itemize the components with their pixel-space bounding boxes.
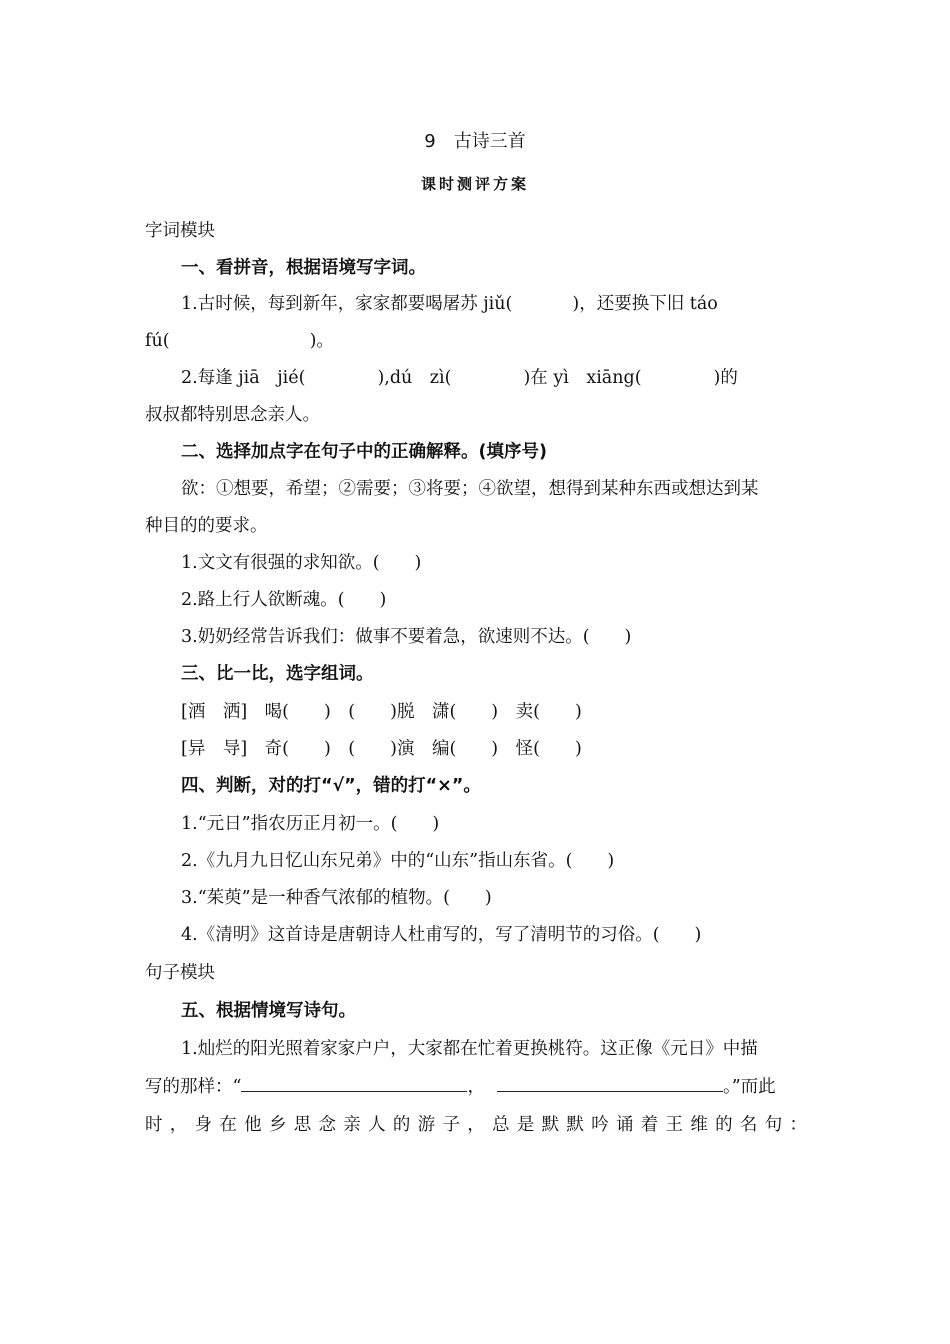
q1-item1-text-a: 1.古时候，每到新年，家家都要喝屠苏 jiǔ( — [181, 294, 513, 314]
question-1-item-1 — [181, 292, 807, 316]
question-5-line-2 — [145, 1075, 807, 1099]
question-1-item-1-cont — [145, 329, 807, 353]
question-3-row-2: [异 导] 奇( ) ( )演 编( ) 怪( ) — [181, 739, 582, 759]
question-2-definition-line-2: 种目的的要求。 — [145, 516, 268, 536]
question-5-heading: 五、根据情境写诗句。 — [181, 1001, 356, 1021]
page-subtitle: 课时测评方案 — [420, 175, 529, 193]
question-2-definition-line-1: 欲：①想要，希望；②需要；③将要；④欲望，想得到某种东西或想达到某 — [181, 479, 759, 499]
question-3-row-1: [酒 洒] 喝( ) ( )脱 潇( ) 卖( ) — [181, 702, 582, 722]
question-4-item-3: 3.“茱萸”是一种香气浓郁的植物。( ) — [181, 888, 492, 908]
question-1-item-2 — [181, 366, 807, 390]
q1-item1-text-b: )，还要换下旧 táo — [572, 294, 718, 314]
q5-line2-text-c: 。”而此 — [722, 1077, 776, 1097]
section-heading-word-module: 字词模块 — [145, 221, 215, 241]
question-1-heading: 一、看拼音，根据语境写字词。 — [181, 258, 426, 278]
page-title: 9 古诗三首 — [424, 131, 526, 152]
question-3-heading: 三、比一比，选字组词。 — [181, 664, 374, 684]
question-4-item-1: 1.“元日”指农历正月初一。( ) — [181, 814, 440, 834]
question-4-heading: 四、判断，对的打“√”，错的打“×”。 — [181, 776, 481, 796]
question-1-item-2-cont: 叔叔都特别思念亲人。 — [145, 405, 320, 425]
question-2-item-1: 1.文文有很强的求知欲。( ) — [181, 553, 422, 573]
question-5-line-3: 时，身在他乡思念亲人的游子，总是默默吟诵着王维的名句： — [145, 1115, 807, 1135]
question-4-item-2: 2.《九月九日忆山东兄弟》中的“山东”指山东省。( ) — [181, 851, 615, 871]
q5-line2-text-b: ， — [467, 1077, 485, 1097]
answer-underline[interactable] — [497, 1075, 723, 1092]
q1-item2-text-a: 2.每逢 jiā jié( — [181, 368, 306, 388]
q1-item1-text-c: fú( — [145, 331, 170, 351]
question-2-item-2: 2.路上行人欲断魂。( ) — [181, 590, 387, 610]
question-5-line-1: 1.灿烂的阳光照着家家户户，大家都在忙着更换桃符。这正像《元日》中描 — [181, 1039, 758, 1059]
q1-item2-text-c: )在 yì xiāng( — [523, 368, 642, 388]
q5-line2-text-a: 写的那样：“ — [145, 1077, 242, 1097]
q1-item2-text-d: )的 — [713, 368, 738, 388]
q1-item1-text-d: )。 — [309, 331, 334, 351]
q1-item2-text-b: ),dú zì( — [377, 368, 452, 388]
section-heading-sentence-module: 句子模块 — [145, 963, 215, 983]
question-2-heading: 二、选择加点字在句子中的正确解释。(填序号) — [181, 442, 547, 462]
answer-underline[interactable] — [241, 1075, 467, 1092]
question-2-item-3: 3.奶奶经常告诉我们：做事不要着急，欲速则不达。( ) — [181, 627, 632, 647]
question-4-item-4: 4.《清明》这首诗是唐朝诗人杜甫写的，写了清明节的习俗。( ) — [181, 925, 702, 945]
